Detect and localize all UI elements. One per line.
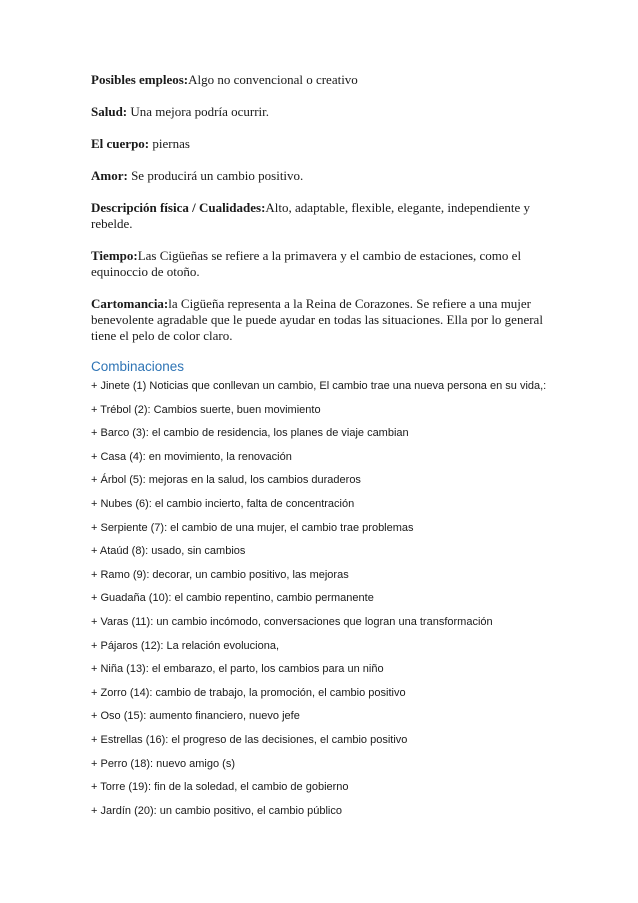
list-item: + Jinete (1) Noticias que conllevan un cambio, El cambio trae una nueva persona en su vida,:	[91, 380, 547, 392]
list-item: + Casa (4): en movimiento, la renovación	[91, 450, 292, 463]
paragraph-label: Amor:	[91, 168, 128, 183]
paragraph-label: Cartomancia:	[91, 296, 169, 311]
list-item: + Pájaros (12): La relación evoluciona,	[91, 639, 280, 652]
list-item: + Zorro (14): cambio de trabajo, la promoción, el cambio positivo	[91, 686, 406, 699]
combinaciones-heading: Combinaciones	[91, 359, 185, 374]
paragraph-salud	[91, 104, 551, 120]
list-item: + Serpiente (7): el cambio de una mujer, el cambio trae problemas	[91, 521, 414, 534]
paragraph-posibles-empleos	[91, 72, 551, 88]
paragraph-label: El cuerpo:	[91, 136, 150, 151]
paragraph-text: Alto, adaptable, flexible, elegante, independiente y rebelde.	[91, 200, 531, 231]
paragraph-label: Descripción física / Cualidades:	[91, 200, 266, 215]
paragraph-text: Las Cigüeñas se refiere a la primavera y el cambio de estaciones, como el equinoccio de otoño.	[91, 248, 522, 279]
list-item: + Guadaña (10): el cambio repentino, cambio permanente	[91, 592, 374, 605]
list-item: + Barco (3): el cambio de residencia, los planes de viaje cambian	[91, 427, 409, 440]
paragraph-el-cuerpo	[91, 136, 551, 152]
paragraph-label: Salud:	[91, 104, 128, 119]
paragraph-text: Algo no convencional o creativo	[188, 72, 358, 87]
paragraph-text: Se producirá un cambio positivo.	[127, 168, 304, 183]
list-item: + Oso (15): aumento financiero, nuevo jefe	[91, 710, 300, 723]
paragraph-amor	[91, 168, 551, 184]
list-item: + Perro (18): nuevo amigo (s)	[91, 757, 235, 770]
list-item: + Trébol (2): Cambios suerte, buen movimiento	[91, 403, 321, 416]
paragraph-label: Tiempo:	[91, 248, 138, 263]
list-item: + Niña (13): el embarazo, el parto, los cambios para un niño	[91, 663, 384, 676]
document-content	[91, 72, 551, 827]
list-item: + Varas (11): un cambio incómodo, conversaciones que logran una transformación	[91, 615, 493, 628]
list-item: + Jardín (20): un cambio positivo, el cambio público	[91, 804, 342, 817]
combinations-list	[91, 379, 551, 827]
list-item: + Torre (19): fin de la soledad, el cambio de gobierno	[91, 781, 349, 794]
list-item: + Árbol (5): mejoras en la salud, los cambios duraderos	[91, 474, 361, 487]
paragraph-label: Posibles empleos:	[91, 72, 189, 87]
paragraph-text: Una mejora podría ocurrir.	[127, 104, 270, 119]
list-item: + Ataúd (8): usado, sin cambios	[91, 545, 246, 558]
list-item: + Estrellas (16): el progreso de las decisiones, el cambio positivo	[91, 733, 408, 746]
paragraph-cartomancia	[91, 296, 551, 344]
paragraph-descripcion-fisica	[91, 200, 551, 232]
list-item: + Ramo (9): decorar, un cambio positivo, las mejoras	[91, 568, 349, 581]
paragraph-text: piernas	[149, 136, 190, 151]
paragraph-tiempo	[91, 248, 551, 280]
paragraph-text: la Cigüeña representa a la Reina de Corazones. Se refiere a una mujer benevolente agradable que le puede ayudar en todas las situaciones. Ella por lo general tiene el pelo de color claro.	[91, 296, 543, 343]
list-item: + Nubes (6): el cambio incierto, falta de concentración	[91, 497, 355, 510]
